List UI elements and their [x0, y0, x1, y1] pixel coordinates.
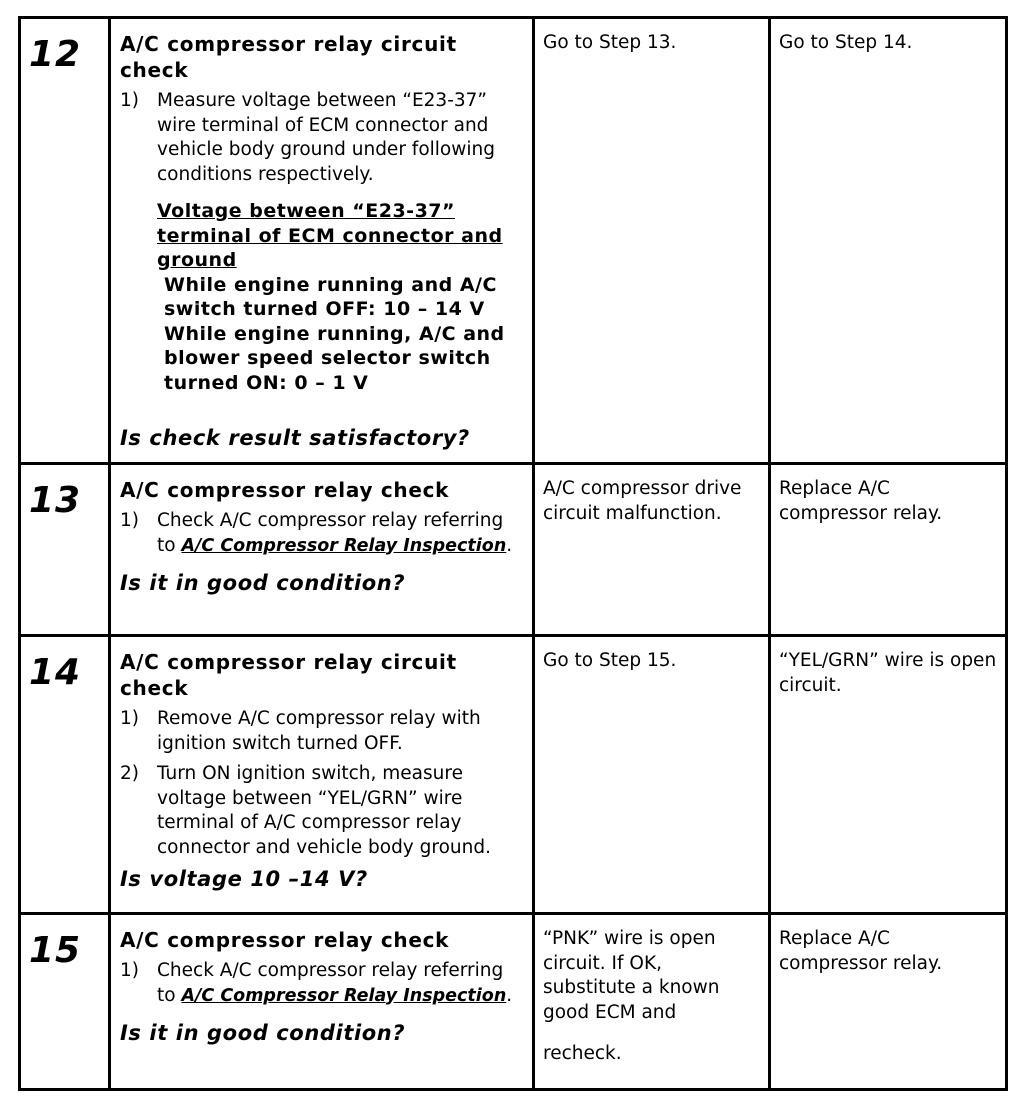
- step-no-cell: “YEL/GRN” wire is open circuit.: [770, 636, 1007, 914]
- action-item: [120, 707, 524, 756]
- step-row-12: [20, 18, 1007, 464]
- step-title: A/C compressor relay check: [120, 478, 450, 502]
- step-number-cell: [20, 636, 110, 914]
- step-no-cell: Go to Step 14.: [770, 18, 1007, 464]
- item-text-after: .: [506, 984, 513, 1006]
- item-text-before: Check A/C compressor relay referring to: [157, 960, 504, 1006]
- item-number: 1): [120, 708, 139, 729]
- step-number: 15: [29, 930, 82, 971]
- yes-result-tail: recheck.: [543, 1043, 622, 1064]
- action-item: [120, 509, 524, 558]
- step-number: 13: [29, 480, 82, 521]
- spec-heading: Voltage between “E23-37” terminal of ECM connector and ground: [157, 200, 503, 271]
- step-number-cell: [20, 914, 110, 1090]
- item-number: 1): [120, 90, 139, 111]
- step-question: Is check result satisfactory?: [120, 426, 470, 450]
- step-yes-cell: Go to Step 15.: [534, 636, 770, 914]
- yes-result-text: “PNK” wire is open circuit. If OK, substitute a known good ECM and: [543, 928, 720, 1023]
- step-number-cell: [20, 464, 110, 636]
- step-question: Is it in good condition?: [120, 1021, 406, 1045]
- step-action-cell: [110, 464, 534, 636]
- step-title: A/C compressor relay circuit check: [120, 650, 457, 700]
- step-title: A/C compressor relay circuit check: [120, 32, 457, 82]
- step-action-cell: [110, 914, 534, 1090]
- step-yes-cell: Go to Step 13.: [534, 18, 770, 464]
- step-action-cell: [110, 18, 534, 464]
- step-row-14: [20, 636, 1007, 914]
- item-number: 2): [120, 763, 139, 784]
- step-row-13: [20, 464, 1007, 636]
- step-number-cell: [20, 18, 110, 464]
- action-item: [120, 762, 524, 860]
- item-text: Measure voltage between “E23-37” wire terminal of ECM connector and vehicle body ground under following conditions respectively.: [157, 90, 495, 185]
- item-number: 1): [120, 960, 139, 981]
- item-number: 1): [120, 510, 139, 531]
- step-yes-cell: [534, 914, 770, 1090]
- step-question: Is it in good condition?: [120, 571, 406, 595]
- step-title: A/C compressor relay check: [120, 928, 450, 952]
- step-number: 14: [29, 652, 82, 693]
- item-text-after: .: [506, 534, 513, 556]
- inspection-reference-link[interactable]: A/C Compressor Relay Inspection: [181, 535, 507, 556]
- step-no-cell: Replace A/C compressor relay.: [770, 914, 1007, 1090]
- spec-line: While engine running and A/C switch turned OFF: 10 – 14 V: [164, 273, 497, 320]
- item-text: Remove A/C compressor relay with ignition switch turned OFF.: [157, 708, 481, 754]
- diagnostic-steps-table: [18, 16, 1008, 1091]
- step-yes-cell: A/C compressor drive circuit malfunction.: [534, 464, 770, 636]
- step-row-15: [20, 914, 1007, 1090]
- item-text-before: Check A/C compressor relay referring to: [157, 510, 504, 556]
- spec-line: While engine running, A/C and blower speed selector switch turned ON: 0 – 1 V: [164, 322, 505, 394]
- step-question: Is voltage 10 –14 V?: [120, 867, 368, 891]
- item-text: Turn ON ignition switch, measure voltage between “YEL/GRN” wire terminal of A/C compressor relay connector and vehicle body ground.: [157, 763, 491, 858]
- step-action-cell: [110, 636, 534, 914]
- action-item: [120, 89, 524, 187]
- inspection-reference-link[interactable]: A/C Compressor Relay Inspection: [181, 985, 507, 1006]
- item-text: [157, 959, 524, 1008]
- step-number: 12: [29, 34, 82, 75]
- step-no-cell: Replace A/C compressor relay.: [770, 464, 1007, 636]
- item-text: [157, 509, 524, 558]
- action-item: [120, 959, 524, 1008]
